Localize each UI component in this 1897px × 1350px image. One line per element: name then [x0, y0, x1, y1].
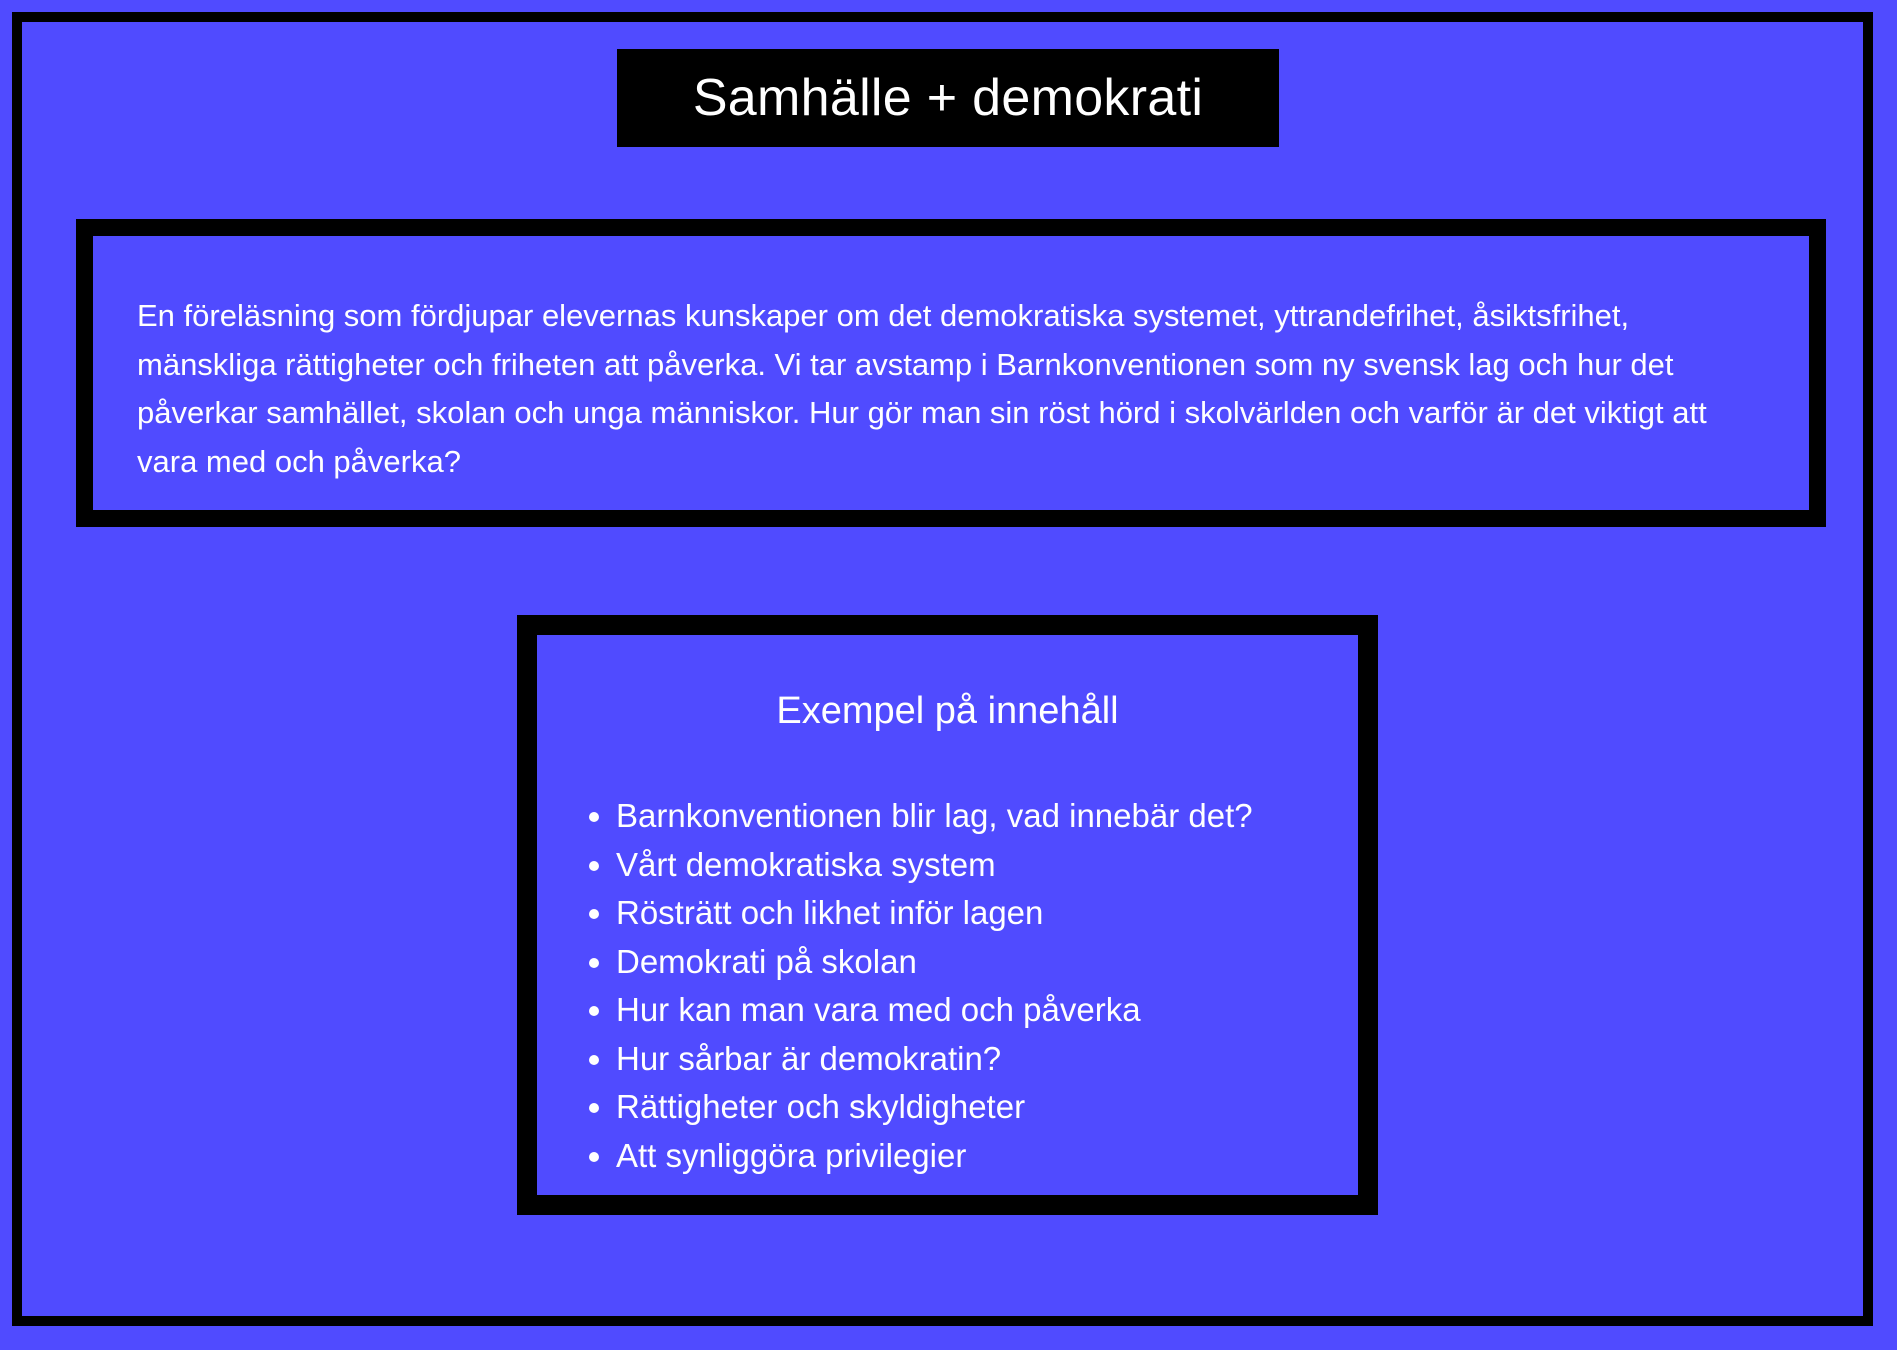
list-item: • Hur kan man vara med och påverka: [616, 986, 1253, 1035]
list-item: • Barnkonventionen blir lag, vad innebär det?: [616, 792, 1253, 841]
list-item: • Vårt demokratiska system: [616, 841, 1253, 890]
title-banner: [617, 49, 1279, 147]
list-item: • Att synliggöra privilegier: [616, 1132, 1253, 1181]
list-item: • Demokrati på skolan: [616, 938, 1253, 987]
description-text: En föreläsning som fördjupar elevernas kunskaper om det demokratiska systemet, yttrandefrihet, åsiktsfrihet, mänskliga rättigheter och friheten att påverka. Vi tar avstamp i Barnkonventionen som ny svensk lag och hur det påverkar samhället, skolan och unga människor. Hur gör man sin röst hörd i skolvärlden och varför är det viktigt att vara med och påverka?: [137, 298, 1707, 479]
description-box: [76, 219, 1826, 527]
page-title: Samhälle + demokrati: [692, 69, 1204, 127]
content-heading: Exempel på innehåll: [776, 690, 1119, 732]
list-item: • Hur sårbar är demokratin?: [616, 1035, 1253, 1084]
list-item: • Rättigheter och skyldigheter: [616, 1083, 1253, 1132]
content-list: [586, 792, 1253, 1180]
content-box: [517, 615, 1378, 1215]
list-item: • Rösträtt och likhet inför lagen: [616, 889, 1253, 938]
